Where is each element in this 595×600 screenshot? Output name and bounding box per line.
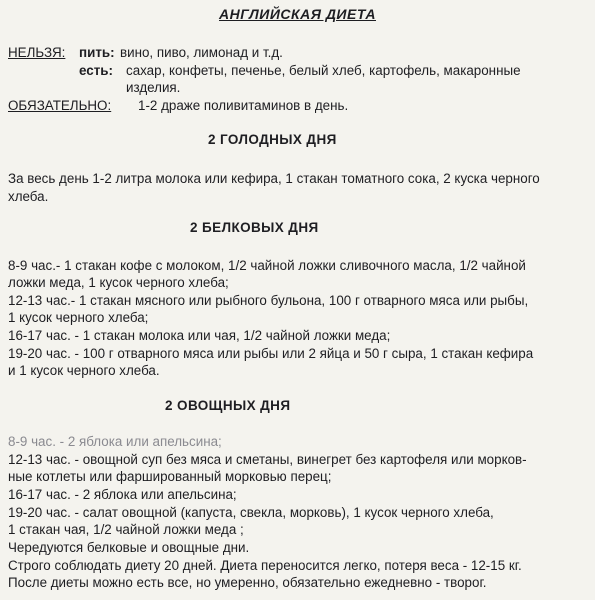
hungry-line-2: хлеба. — [8, 189, 49, 204]
closing-line-3: После диеты можно есть все, но умеренно, обязательно ежедневно - творог. — [8, 575, 487, 590]
document-title: АНГЛИЙСКАЯ ДИЕТА — [219, 6, 376, 22]
protein-line-3: 12-13 час.- 1 стакан мясного или рыбного бульона, 100 г отварного мяса или рыбы, — [8, 293, 529, 308]
vegetable-line-1: 8-9 час. - 2 яблока или апельсина; — [8, 434, 222, 449]
forbidden-label: НЕЛЬЗЯ: — [8, 45, 66, 60]
protein-line-6: 19-20 час. - 100 г отварного мяса или рыбы или 2 яйца и 50 г сыра, 1 стакан кефира — [8, 346, 534, 361]
protein-days-heading: 2 БЕЛКОВЫХ ДНЯ — [190, 220, 319, 235]
vegetable-line-5: 19-20 час. - салат овощной (капуста, свекла, морковь), 1 кусок черного хлеба, — [8, 505, 494, 520]
closing-line-2: Строго соблюдать диету 20 дней. Диета переносится легко, потеря веса - 12-15 кг. — [8, 558, 522, 573]
mandatory-text: 1-2 драже поливитаминов в день. — [138, 98, 349, 113]
drink-text: вино, пиво, лимонад и т.д. — [120, 45, 283, 60]
mandatory-label: ОБЯЗАТЕЛЬНО: — [8, 98, 112, 113]
hungry-line-1: За весь день 1-2 литра молока или кефира, 1 стакан томатного сока, 2 куска черного — [8, 171, 540, 186]
eat-text-line-1: сахар, конфеты, печенье, белый хлеб, картофель, макаронные — [126, 63, 521, 78]
vegetable-days-heading: 2 ОВОЩНЫХ ДНЯ — [165, 398, 291, 413]
eat-label: есть: — [79, 63, 113, 78]
eat-text-line-2: изделия. — [126, 80, 181, 95]
closing-line-1: Чередуются белковые и овощные дни. — [8, 540, 250, 555]
protein-line-5: 16-17 час. - 1 стакан молока или чая, 1/2 чайной ложки меда; — [8, 328, 391, 343]
protein-line-2: ложки меда, 1 кусок черного хлеба; — [8, 275, 229, 290]
protein-line-1: 8-9 час.- 1 стакан кофе с молоком, 1/2 чайной ложки сливочного масла, 1/2 чайной — [8, 258, 526, 273]
protein-line-4: 1 кусок черного хлеба; — [8, 310, 149, 325]
vegetable-line-2: 12-13 час. - овощной суп без мяса и сметаны, винегрет без картофеля или морков- — [8, 452, 527, 467]
drink-label: пить: — [79, 45, 115, 60]
vegetable-line-6: 1 стакан чая, 1/2 чайной ложки меда ; — [8, 522, 244, 537]
protein-line-7: и 1 кусок черного хлеба. — [8, 363, 160, 378]
hungry-days-heading: 2 ГОЛОДНЫХ ДНЯ — [208, 132, 337, 147]
vegetable-line-3: ные котлеты или фаршированный морковью перец; — [8, 469, 332, 484]
vegetable-line-4: 16-17 час. - 2 яблока или апельсина; — [8, 487, 237, 502]
